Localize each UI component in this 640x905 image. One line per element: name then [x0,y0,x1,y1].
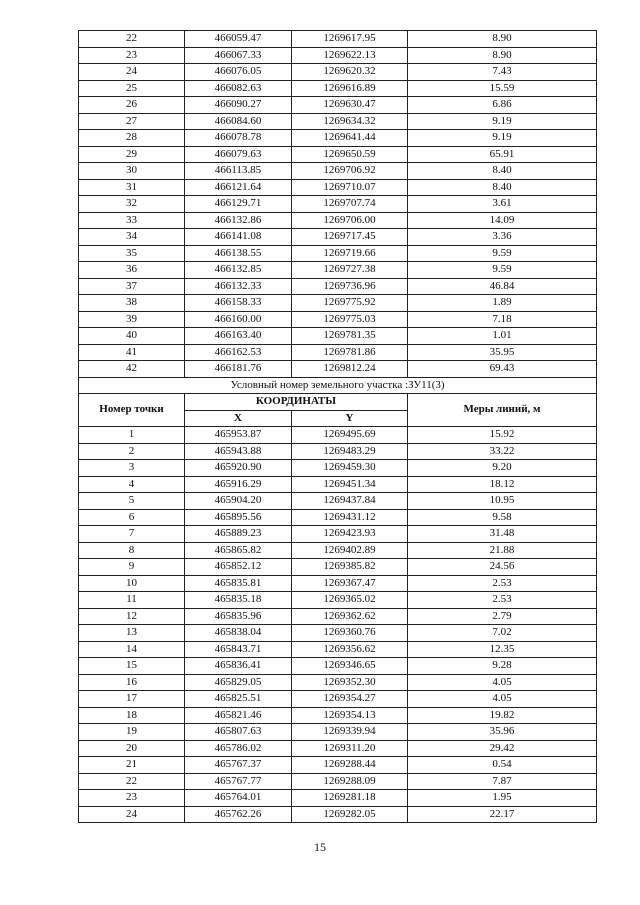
cell-point-number: 22 [79,773,185,790]
cell-y: 1269451.34 [292,476,408,493]
cell-x: 465767.77 [185,773,292,790]
cell-point-number: 9 [79,559,185,576]
cell-line-measure: 9.20 [408,460,597,477]
cell-y: 1269630.47 [292,97,408,114]
cell-point-number: 11 [79,592,185,609]
cell-y: 1269459.30 [292,460,408,477]
cell-line-measure: 12.35 [408,641,597,658]
cell-line-measure: 2.53 [408,575,597,592]
cell-point-number: 38 [79,295,185,312]
cell-line-measure: 29.42 [408,740,597,757]
table-row [79,790,597,807]
cell-x: 465829.05 [185,674,292,691]
cell-line-measure: 3.61 [408,196,597,213]
table-row [79,740,597,757]
cell-y: 1269622.13 [292,47,408,64]
cell-line-measure: 15.92 [408,427,597,444]
cell-point-number: 25 [79,80,185,97]
cell-x: 466076.05 [185,64,292,81]
cell-point-number: 36 [79,262,185,279]
table-row [79,47,597,64]
cell-x: 465843.71 [185,641,292,658]
table-row [79,592,597,609]
cell-line-measure: 24.56 [408,559,597,576]
cell-line-measure: 46.84 [408,278,597,295]
table-row [79,229,597,246]
cell-point-number: 23 [79,47,185,64]
cell-x: 466163.40 [185,328,292,345]
cell-line-measure: 9.19 [408,113,597,130]
table-row [79,559,597,576]
header-x: X [185,410,292,427]
cell-y: 1269775.92 [292,295,408,312]
cell-x: 465767.37 [185,757,292,774]
cell-line-measure: 9.59 [408,245,597,262]
cell-x: 466160.00 [185,311,292,328]
table-row [79,113,597,130]
cell-x: 465895.56 [185,509,292,526]
cell-point-number: 31 [79,179,185,196]
table-row [79,245,597,262]
cell-y: 1269437.84 [292,493,408,510]
cell-line-measure: 9.58 [408,509,597,526]
cell-x: 466141.08 [185,229,292,246]
table-row [79,641,597,658]
cell-point-number: 21 [79,757,185,774]
cell-line-measure: 10.95 [408,493,597,510]
cell-line-measure: 7.02 [408,625,597,642]
table-row [79,212,597,229]
header-point-number: Номер точки [79,394,185,427]
cell-point-number: 32 [79,196,185,213]
cell-x: 465920.90 [185,460,292,477]
cell-x: 465835.96 [185,608,292,625]
cell-point-number: 33 [79,212,185,229]
cell-x: 465825.51 [185,691,292,708]
cell-x: 466084.60 [185,113,292,130]
section-header [79,377,597,427]
cell-x: 466132.33 [185,278,292,295]
cell-x: 466132.86 [185,212,292,229]
cell-y: 1269311.20 [292,740,408,757]
cell-point-number: 24 [79,806,185,823]
cell-y: 1269360.76 [292,625,408,642]
table-row [79,295,597,312]
cell-y: 1269385.82 [292,559,408,576]
cell-point-number: 42 [79,361,185,378]
cell-line-measure: 4.05 [408,674,597,691]
cell-point-number: 29 [79,146,185,163]
cell-x: 465821.46 [185,707,292,724]
cell-y: 1269356.62 [292,641,408,658]
cell-y: 1269706.92 [292,163,408,180]
cell-x: 465904.20 [185,493,292,510]
cell-line-measure: 14.09 [408,212,597,229]
cell-point-number: 7 [79,526,185,543]
cell-y: 1269641.44 [292,130,408,147]
cell-y: 1269775.03 [292,311,408,328]
table-row [79,691,597,708]
table-row [79,328,597,345]
cell-y: 1269706.00 [292,212,408,229]
cell-line-measure: 19.82 [408,707,597,724]
cell-line-measure: 18.12 [408,476,597,493]
cell-point-number: 15 [79,658,185,675]
cell-line-measure: 1.89 [408,295,597,312]
cell-y: 1269634.32 [292,113,408,130]
table-row [79,773,597,790]
cell-x: 465835.81 [185,575,292,592]
table-row [79,179,597,196]
cell-y: 1269365.02 [292,592,408,609]
table-row [79,344,597,361]
cell-y: 1269354.13 [292,707,408,724]
cell-y: 1269352.30 [292,674,408,691]
cell-x: 466059.47 [185,31,292,48]
cell-x: 466078.78 [185,130,292,147]
cell-point-number: 20 [79,740,185,757]
table-row [79,64,597,81]
cell-x: 466162.53 [185,344,292,361]
table-row [79,757,597,774]
table-row [79,262,597,279]
cell-line-measure: 2.79 [408,608,597,625]
cell-x: 465916.29 [185,476,292,493]
cell-point-number: 41 [79,344,185,361]
cell-line-measure: 21.88 [408,542,597,559]
table-row [79,361,597,378]
cell-point-number: 1 [79,427,185,444]
cell-x: 466121.64 [185,179,292,196]
cell-point-number: 12 [79,608,185,625]
cell-y: 1269650.59 [292,146,408,163]
cell-line-measure: 22.17 [408,806,597,823]
table-row [79,163,597,180]
header-line-measures: Меры линий, м [408,394,597,427]
table-row [79,542,597,559]
cell-line-measure: 69.43 [408,361,597,378]
cell-line-measure: 9.28 [408,658,597,675]
cell-x: 466129.71 [185,196,292,213]
cell-x: 466113.85 [185,163,292,180]
table-row [79,427,597,444]
table-row [79,526,597,543]
cell-point-number: 22 [79,31,185,48]
page-number: 15 [314,840,326,854]
cell-line-measure: 8.40 [408,163,597,180]
table-row [79,625,597,642]
cell-line-measure: 7.43 [408,64,597,81]
cell-y: 1269812.24 [292,361,408,378]
cell-line-measure: 15.59 [408,80,597,97]
table-row [79,608,597,625]
table-row [79,278,597,295]
cell-y: 1269483.29 [292,443,408,460]
cell-y: 1269281.18 [292,790,408,807]
cell-point-number: 13 [79,625,185,642]
cell-x: 466181.76 [185,361,292,378]
cell-point-number: 8 [79,542,185,559]
table-body-top [79,31,597,378]
table-row [79,97,597,114]
header-row [79,394,597,411]
table-row [79,146,597,163]
cell-line-measure: 8.90 [408,31,597,48]
cell-point-number: 3 [79,460,185,477]
table-row [79,493,597,510]
cell-point-number: 4 [79,476,185,493]
cell-x: 465836.41 [185,658,292,675]
cell-line-measure: 6.86 [408,97,597,114]
table-row [79,806,597,823]
cell-x: 466138.55 [185,245,292,262]
cell-x: 465762.26 [185,806,292,823]
cell-y: 1269719.66 [292,245,408,262]
table-row [79,575,597,592]
cell-point-number: 14 [79,641,185,658]
table-body-bottom [79,427,597,823]
cell-y: 1269354.27 [292,691,408,708]
cell-line-measure: 8.90 [408,47,597,64]
cell-line-measure: 65.91 [408,146,597,163]
section-title-row [79,377,597,394]
cell-x: 466158.33 [185,295,292,312]
cell-point-number: 37 [79,278,185,295]
cell-x: 465953.87 [185,427,292,444]
cell-x: 465764.01 [185,790,292,807]
cell-y: 1269402.89 [292,542,408,559]
cell-point-number: 35 [79,245,185,262]
cell-x: 465852.12 [185,559,292,576]
cell-y: 1269288.09 [292,773,408,790]
cell-y: 1269367.47 [292,575,408,592]
cell-y: 1269620.32 [292,64,408,81]
cell-line-measure: 3.36 [408,229,597,246]
cell-point-number: 17 [79,691,185,708]
cell-y: 1269339.94 [292,724,408,741]
cell-y: 1269707.74 [292,196,408,213]
cell-x: 465807.63 [185,724,292,741]
cell-x: 465835.18 [185,592,292,609]
table-row [79,707,597,724]
header-coordinates: КООРДИНАТЫ [185,394,408,411]
table-row [79,443,597,460]
cell-line-measure: 9.19 [408,130,597,147]
table-row [79,724,597,741]
cell-y: 1269710.07 [292,179,408,196]
cell-point-number: 30 [79,163,185,180]
cell-y: 1269431.12 [292,509,408,526]
cell-point-number: 23 [79,790,185,807]
cell-x: 465889.23 [185,526,292,543]
cell-line-measure: 1.01 [408,328,597,345]
cell-point-number: 16 [79,674,185,691]
cell-y: 1269495.69 [292,427,408,444]
cell-x: 465838.04 [185,625,292,642]
cell-y: 1269717.45 [292,229,408,246]
table-row [79,31,597,48]
cell-line-measure: 9.59 [408,262,597,279]
cell-line-measure: 0.54 [408,757,597,774]
cell-point-number: 10 [79,575,185,592]
cell-line-measure: 1.95 [408,790,597,807]
cell-y: 1269346.65 [292,658,408,675]
table-row [79,196,597,213]
cell-point-number: 27 [79,113,185,130]
cell-line-measure: 8.40 [408,179,597,196]
cell-point-number: 24 [79,64,185,81]
table-row [79,80,597,97]
cell-line-measure: 33.22 [408,443,597,460]
cell-point-number: 2 [79,443,185,460]
cell-point-number: 28 [79,130,185,147]
cell-line-measure: 31.48 [408,526,597,543]
cell-x: 466132.85 [185,262,292,279]
cell-x: 466067.33 [185,47,292,64]
coordinates-table [78,30,597,823]
cell-x: 465943.88 [185,443,292,460]
table-row [79,476,597,493]
cell-x: 465786.02 [185,740,292,757]
cell-y: 1269362.62 [292,608,408,625]
cell-point-number: 18 [79,707,185,724]
cell-point-number: 34 [79,229,185,246]
table-row [79,509,597,526]
cell-y: 1269781.86 [292,344,408,361]
cell-point-number: 26 [79,97,185,114]
cell-x: 465865.82 [185,542,292,559]
table-row [79,674,597,691]
cell-y: 1269288.44 [292,757,408,774]
cell-y: 1269727.38 [292,262,408,279]
cell-line-measure: 4.05 [408,691,597,708]
cell-point-number: 40 [79,328,185,345]
cell-line-measure: 35.95 [408,344,597,361]
cell-x: 466082.63 [185,80,292,97]
cell-y: 1269617.95 [292,31,408,48]
table-row [79,460,597,477]
cell-point-number: 39 [79,311,185,328]
cell-x: 466090.27 [185,97,292,114]
section-title: Условный номер земельного участка :ЗУ11(3) [79,377,597,394]
header-y: Y [292,410,408,427]
cell-y: 1269781.35 [292,328,408,345]
cell-point-number: 6 [79,509,185,526]
table-row [79,658,597,675]
table-row [79,311,597,328]
cell-y: 1269736.96 [292,278,408,295]
table-row [79,130,597,147]
cell-x: 466079.63 [185,146,292,163]
cell-point-number: 5 [79,493,185,510]
cell-y: 1269282.05 [292,806,408,823]
cell-point-number: 19 [79,724,185,741]
cell-line-measure: 7.87 [408,773,597,790]
cell-y: 1269616.89 [292,80,408,97]
cell-line-measure: 7.18 [408,311,597,328]
cell-line-measure: 35.96 [408,724,597,741]
cell-y: 1269423.93 [292,526,408,543]
cell-line-measure: 2.53 [408,592,597,609]
